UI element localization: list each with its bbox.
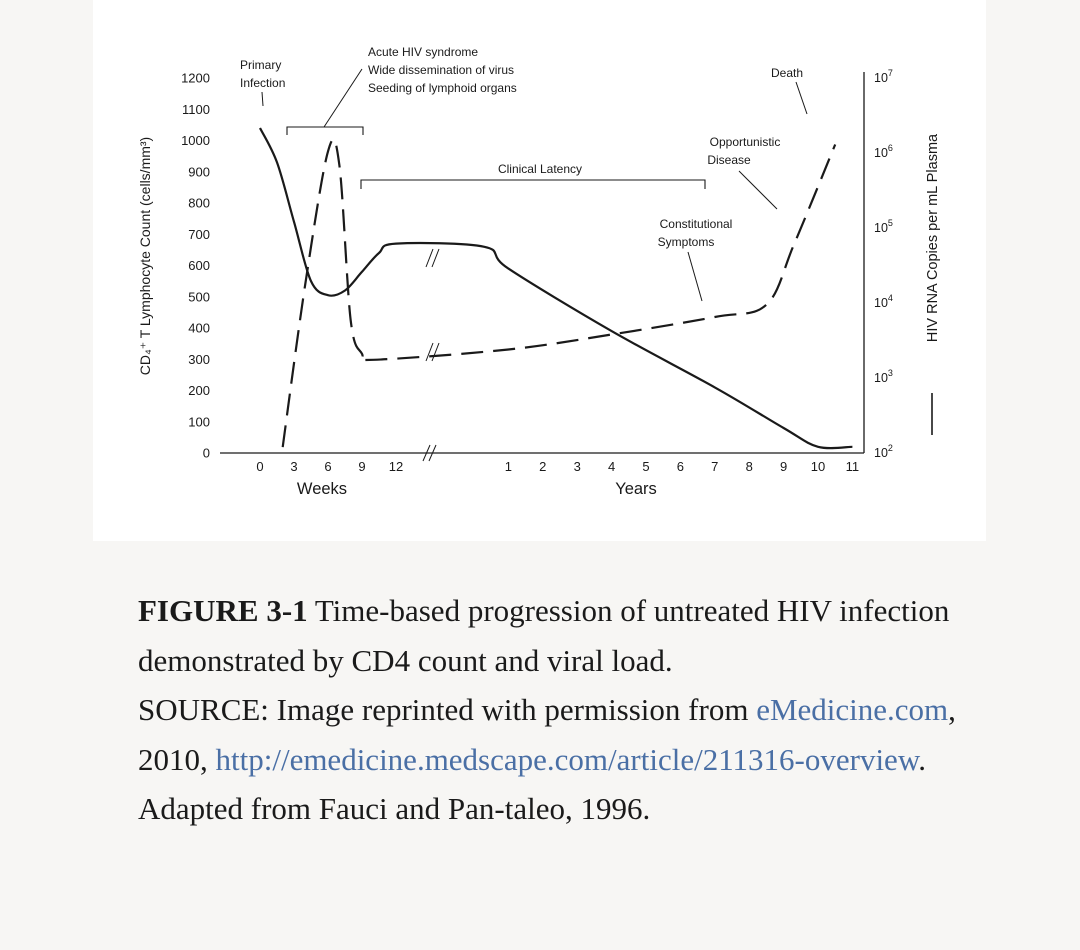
annotation-primary-infection: Infection	[240, 76, 286, 90]
left-tick-label: 1100	[182, 101, 210, 117]
right-tick-label: $10^5$	[874, 218, 893, 235]
acute-bracket	[287, 127, 363, 135]
annotation-leader	[688, 252, 702, 301]
annotation-clinical-latency: Clinical Latency	[497, 162, 583, 176]
annotation-constitutional: Symptoms	[657, 235, 715, 249]
caption-source-prefix: SOURCE: Image reprinted with permission from	[138, 692, 757, 727]
right-axis-ticks	[874, 68, 893, 460]
x-tick-years: 6	[676, 459, 685, 474]
right-tick-label: $10^6$	[874, 143, 893, 160]
x-tick-years: 4	[607, 459, 616, 474]
left-axis-ticks	[181, 71, 210, 461]
caption-label: FIGURE 3-1	[138, 593, 308, 628]
x-tick-years: 2	[539, 459, 547, 474]
annotation-opportunistic: Opportunistic	[709, 135, 781, 149]
annotation-death: Death	[770, 66, 804, 80]
x-tick-years: 9	[779, 459, 788, 474]
x-axis-ticks	[256, 459, 859, 498]
right-tick-label: $10^4$	[874, 293, 893, 310]
annotation-constitutional: Constitutional	[659, 217, 733, 231]
caption-suffix: . Adapted from Fauci and Pan-taleo, 1996.	[138, 741, 926, 826]
latency-bracket	[361, 180, 705, 189]
hiv-progression-chart	[93, 0, 986, 541]
curve-break-mark	[432, 249, 439, 267]
left-tick-label: 1200	[181, 70, 210, 86]
annotation-leader	[796, 82, 807, 114]
x-tick-weeks: 12	[388, 459, 404, 474]
left-tick-label: 800	[188, 195, 210, 211]
annotation-leader	[324, 69, 362, 127]
left-tick-label: 400	[188, 320, 210, 336]
chart-curves	[260, 128, 852, 448]
x-tick-years: 8	[745, 459, 753, 474]
x-axis-years-label: Years	[615, 480, 657, 498]
annotation-opportunistic: Disease	[707, 153, 751, 167]
emedicine-link[interactable]: eMedicine.com	[756, 692, 949, 727]
annotation-acute-hiv: Seeding of lymphoid organs	[368, 81, 517, 95]
curve-break-mark	[426, 249, 433, 267]
left-axis-title: CD₄⁺ T Lymphocyte Count (cells/mm³)	[137, 136, 153, 376]
left-tick-label: 1000	[181, 133, 210, 148]
x-tick-years: 10	[810, 459, 826, 474]
x-tick-years: 11	[845, 459, 860, 474]
annotation-leader	[739, 171, 777, 209]
left-tick-label: 700	[188, 226, 210, 242]
caption-mid: , 2010,	[138, 692, 956, 777]
left-tick-label: 600	[188, 258, 210, 273]
medscape-article-link[interactable]: http://emedicine.medscape.com/article/211316-overview	[215, 741, 919, 777]
figure-caption	[138, 586, 958, 834]
annotation-primary-infection: Primary	[240, 58, 282, 72]
left-tick-label: 0	[202, 445, 210, 461]
right-tick-label: $10^2$	[874, 443, 893, 460]
figure-panel	[93, 0, 986, 541]
x-tick-years: 7	[711, 459, 719, 474]
caption-text: Time-based progression of untreated HIV infection demonstrated by CD4 count and viral load.	[138, 593, 950, 678]
annotation-acute-hiv: Wide dissemination of virus	[368, 63, 515, 77]
right-axis-title: HIV RNA Copies per mL Plasma	[925, 133, 941, 343]
chart-annotations	[240, 45, 807, 301]
annotation-acute-hiv: Acute HIV syndrome	[368, 45, 479, 59]
right-tick-label: $10^3$	[874, 368, 893, 385]
hiv-rna-series-line	[283, 139, 836, 447]
x-tick-years: 1	[504, 459, 513, 474]
left-tick-label: 100	[188, 414, 210, 430]
left-tick-label: 500	[188, 289, 210, 305]
x-tick-weeks: 0	[256, 459, 264, 474]
x-axis-weeks-label: Weeks	[296, 480, 348, 498]
x-tick-weeks: 9	[358, 459, 366, 474]
x-tick-years: 5	[642, 459, 650, 474]
left-tick-label: 300	[188, 351, 210, 367]
curve-break-mark	[432, 343, 439, 361]
x-tick-weeks: 3	[290, 459, 298, 474]
right-tick-label: $10^7$	[874, 68, 893, 85]
annotation-leader	[262, 92, 263, 106]
x-tick-years: 3	[573, 459, 581, 474]
curve-break-mark	[426, 343, 433, 361]
left-tick-label: 200	[188, 383, 210, 398]
chart-axes	[137, 72, 941, 461]
left-tick-label: 900	[188, 164, 210, 180]
x-tick-weeks: 6	[324, 459, 332, 474]
